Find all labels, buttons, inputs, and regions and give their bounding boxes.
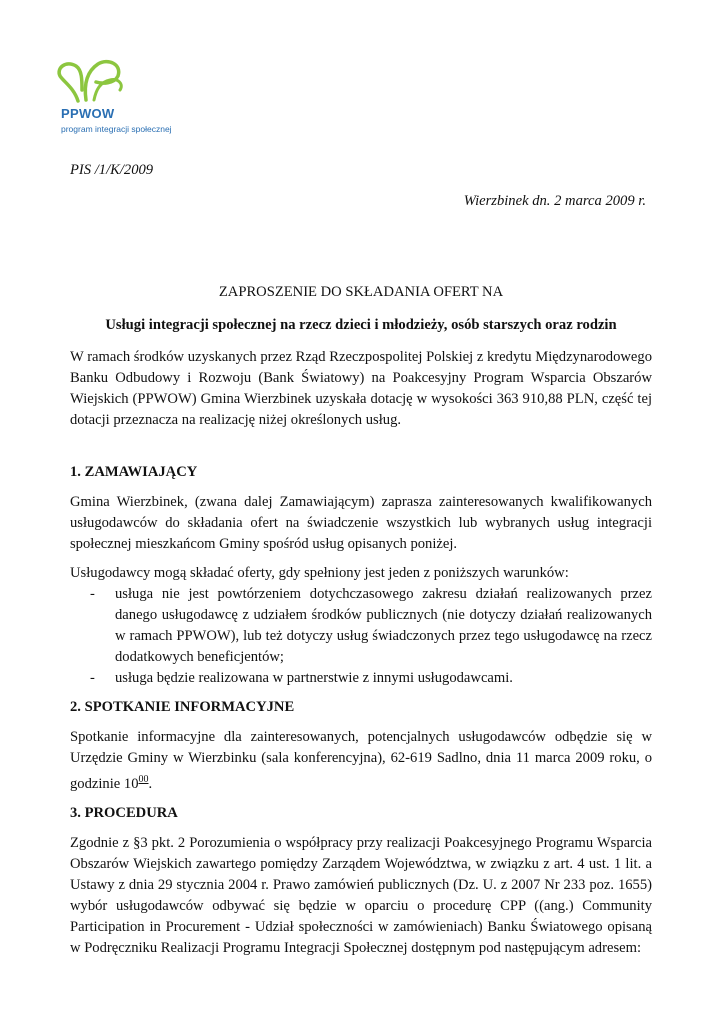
document-title: ZAPROSZENIE DO SKŁADANIA OFERT NA xyxy=(218,284,504,300)
section-3-paragraph: Zgodnie z §3 pkt. 2 Porozumienia o współpracy przy realizacji Poakcesyjnego Programu Wsparcia Obszarów Wiejskich zawartego pomiędzy Zarządem Województwa, w związku z art. 4 ust. 1 lit. a Ustawy z dnia 29 stycznia 2004 r. Prawo zamówień publicznych (Dz. U. z 2007 Nr 233 poz. 1655) wybór usługodawców odbywać się będzie w oparciu o procedurę CPP ((ang.) Community Participation in Procurement - Udział społeczności w zamówieniach) Banku Światowego opisaną w Podręczniku Realizacji Programu Integracji Społecznej dostępnym pod następującym adresem: xyxy=(70,834,652,956)
logo-tree-icon xyxy=(56,56,136,106)
time-superscript: 00 xyxy=(138,774,149,785)
logo-name: PPWOW xyxy=(61,106,115,121)
section-2-paragraph: Spotkanie informacyjne dla zainteresowanych, potencjalnych usługodawców odbędzie się w Urzędzie Gminy w Wierzbinku (sala konferencyjna), 62-619 Sadlno, dnia 11 marca 2009 roku, o godzinie $10^{00}$. xyxy=(70,729,652,792)
section-1-heading: 1. ZAMAWIAJĄCY xyxy=(70,464,198,480)
ppwow-logo xyxy=(56,56,206,136)
logo-subtitle: program integracji społecznej xyxy=(61,124,172,134)
section-2-heading: 2. SPOTKANIE INFORMACYJNE xyxy=(70,699,295,715)
intro-paragraph: W ramach środków uzyskanych przez Rząd Rzeczpospolitej Polskiej z kredytu Międzynarodowego Banku Odbudowy i Rozwoju (Bank Światowy) na Poakcesyjny Program Wsparcia Obszarów Wiejskich (PPWOW) Gmina Wierzbinek uzyskała dotację w wysokości 363 910,88 PLN, część tej dotacji przeznacza na realizację niżej określonych usług. xyxy=(70,349,652,428)
document-subtitle: Usługi integracji społecznej na rzecz dzieci i młodzieży, osób starszych oraz rodzin xyxy=(105,317,617,333)
list-item: - usługa będzie realizowana w partnerstwie z innymi usługodawcami. xyxy=(70,668,652,689)
place-and-date: Wierzbinek dn. 2 marca 2009 r. xyxy=(463,193,646,209)
reference-number: PIS /1/K/2009 xyxy=(70,162,154,178)
conditions-list xyxy=(70,584,652,689)
section-3-heading: 3. PROCEDURA xyxy=(70,804,178,821)
list-item: - usługa nie jest powtórzeniem dotychczasowego zakresu działań realizowanych przez danego usługodawcę z udziałem środków publicznych (nie dotyczy działań realizowanych w ramach PPWOW), lub też dotyczy usług świadczonych przez tego usługodawcę na rzecz dodatkowych beneficjentów; xyxy=(70,584,652,668)
section-1-paragraph-1: Gmina Wierzbinek, (zwana dalej Zamawiającym) zaprasza zainteresowanych kwalifikowanych usługodawców do składania ofert na świadczenie wszystkich lub wybranych usług integracji społecznej mieszkańcom Gminy spośród usług opisanych poniżej. xyxy=(70,494,652,552)
section-1-paragraph-2: Usługodawcy mogą składać oferty, gdy spełniony jest jeden z poniższych warunków: xyxy=(70,565,569,581)
document-body xyxy=(70,282,652,959)
